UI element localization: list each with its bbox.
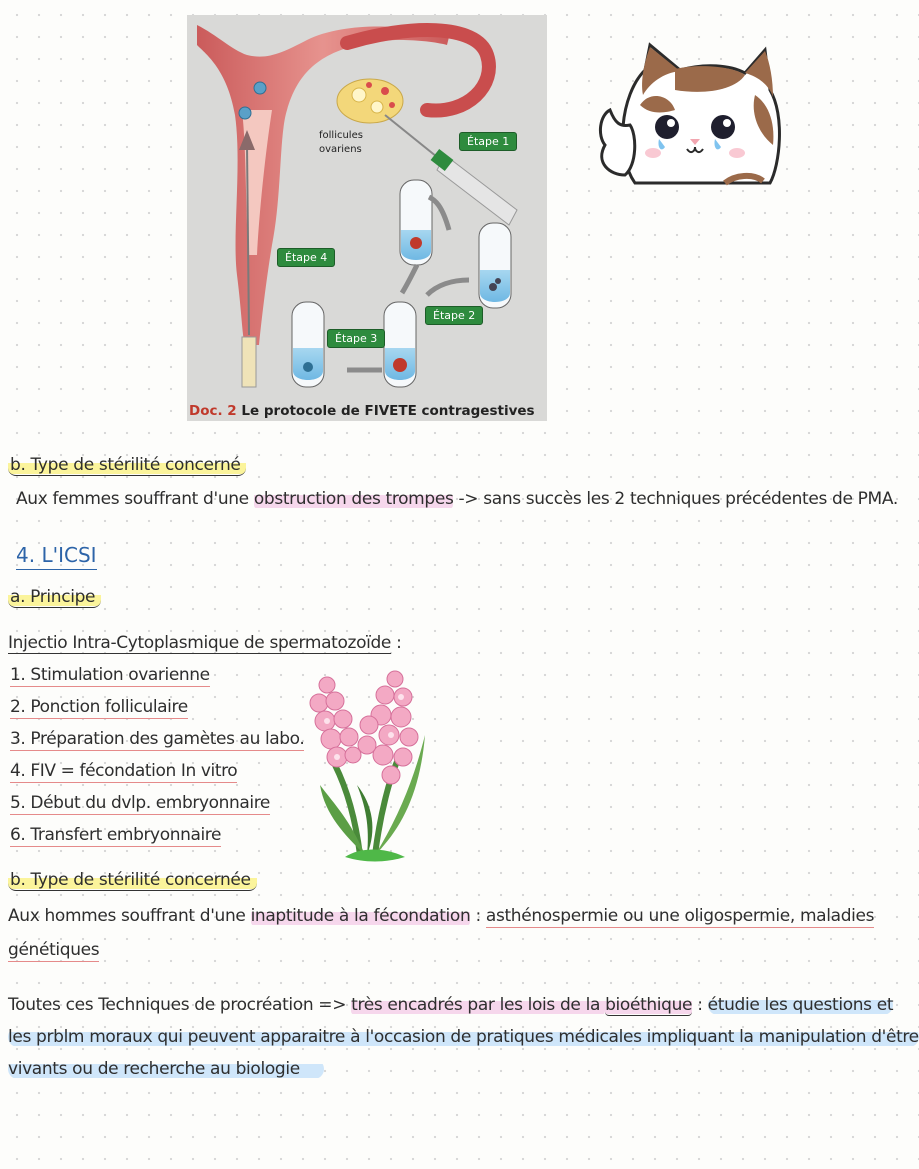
label-ovariens: ovariens [319,144,362,155]
test-tube-4 [292,302,324,387]
paragraph-icsi-sterility-line2: génétiques [8,940,100,960]
heading-sterility-type-icsi: b. Type de stérilité concernée [8,870,257,890]
step-2-badge: Étape 2 [425,306,483,325]
fivete-protocol-figure [187,15,547,421]
icsi-step-3: 3. Préparation des gamètes au labo. [10,729,305,749]
test-tube-3 [384,302,416,387]
caption-prefix: Doc. 2 [189,403,237,419]
heading-principe: a. Principe [8,587,101,607]
step-1-badge: Étape 1 [459,132,517,151]
cat-thumbs-up-sticker [575,35,785,195]
conclusion-line1: Toutes ces Techniques de procréation => très encadrés par les lois de la bioéthique : étudie les questions et [8,995,894,1015]
figure-caption [189,403,535,419]
test-tube-1 [400,180,432,265]
caption-text: Le protocole de FIVETE contragestives [241,403,535,419]
heading-sterility-type-fivete: b. Type de stérilité concerné [8,455,246,475]
step-3-badge: Étape 3 [327,329,385,348]
icsi-intro: Injectio Intra-Cytoplasmique de spermatozoïde : [8,633,402,653]
highlight-bioethique: bioéthique [605,995,693,1015]
hyacinth-flower-sticker [305,665,435,865]
highlight-inaptitude: inaptitude à la fécondation [250,906,471,926]
icsi-step-5: 5. Début du dvlp. embryonnaire [10,793,270,813]
icsi-step-1: 1. Stimulation ovarienne [10,665,210,685]
conclusion-line3: vivants ou de recherche au biologie [8,1059,324,1079]
icsi-step-6: 6. Transfert embryonnaire [10,825,222,845]
label-follicules: follicules [319,130,363,141]
icsi-step-4: 4. FIV = fécondation In vitro [10,761,238,781]
highlight-obstruction: obstruction des trompes [253,489,454,509]
reproductive-system-illustration [187,15,547,421]
icsi-step-2: 2. Ponction folliculaire [10,697,188,717]
conclusion-line2: les prblm moraux qui peuvent apparaitre à l'occasion de pratiques médicales impliquant la manipulation d'être [8,1027,919,1047]
paragraph-icsi-sterility-line1: Aux hommes souffrant d'une inaptitude à la fécondation : asthénospermie ou une oligospermie, maladies [8,906,875,926]
paragraph-fivete-sterility: Aux femmes souffrant d'une obstruction des trompes -> sans succès les 2 techniques précédentes de PMA. [16,489,898,509]
step-4-badge: Étape 4 [277,248,335,267]
test-tube-2 [479,223,511,308]
section-title-icsi: 4. L'ICSI [16,543,97,567]
